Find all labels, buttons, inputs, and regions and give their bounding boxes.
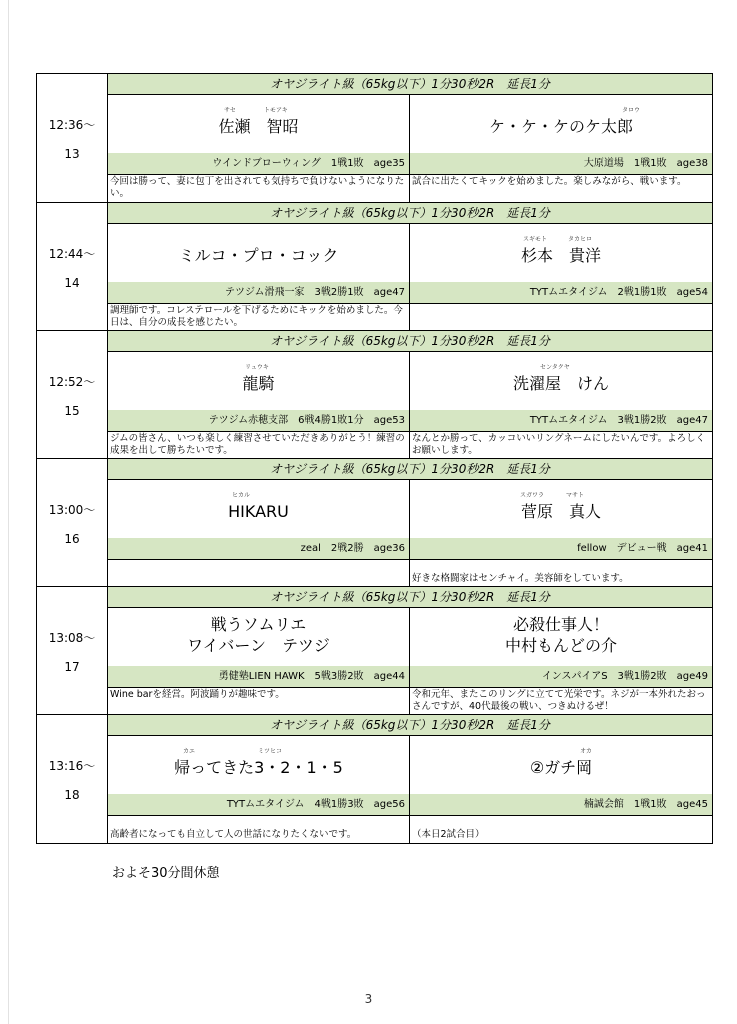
bout-row — [37, 330, 712, 458]
fighter-name-area — [108, 352, 409, 410]
bout-row — [37, 202, 712, 330]
fighter-name-line: 中村もんどの介 — [504, 636, 617, 655]
bout-number: 15 — [64, 404, 80, 418]
fighter-right — [410, 352, 712, 459]
weight-class-label: オヤジライト級（65kg以下）1分30秒2R 延長1分 — [108, 203, 712, 224]
fighter-comment: 好きな格闘家はセンチャイ。美容師をしています。 — [410, 559, 712, 587]
time-cell — [37, 74, 108, 202]
fighter-name: ②ガチ岡 — [529, 758, 593, 777]
name-ruby: オカ — [580, 748, 592, 755]
fighter-comment: 今回は勝って、妻に包丁を出されても気持ちで負けないようになりたい。 — [108, 174, 409, 202]
name-ruby: サセ — [224, 107, 236, 114]
bout-number: 18 — [64, 788, 80, 802]
bout-time: 13:08〜 — [48, 631, 96, 645]
fighter-left — [108, 352, 410, 459]
bout-row — [37, 74, 712, 202]
fighter-name-area — [410, 608, 712, 666]
fighter-name-area — [108, 224, 409, 282]
fighter-name-area — [108, 480, 409, 538]
fighter-name: ケ・ケ・ケのケ太郎 — [488, 117, 633, 136]
fighter-record: zeal 2戦2勝 age36 — [108, 538, 409, 559]
name-ruby: マサト — [566, 492, 585, 499]
fighter-left — [108, 95, 410, 202]
fighter-comment — [410, 303, 712, 331]
fighter-comment: 令和元年、またこのリングに立てて光栄です。ネジが一本外れたおっさんですが、40代最後の戦い、つきぬけるぜ！ — [410, 687, 712, 715]
bout-time: 13:00〜 — [48, 503, 96, 517]
fighter-name-line: 必殺仕事人！ — [512, 615, 609, 634]
fighter-name: ミルコ・プロ・コック — [178, 246, 339, 265]
bout-time: 13:16〜 — [48, 759, 96, 773]
bout-time: 12:52〜 — [48, 375, 96, 389]
fighter-record: テツジム滑飛一家 3戦2勝1敗 age47 — [108, 282, 409, 303]
bout-number: 14 — [64, 276, 80, 290]
fighter-left — [108, 608, 410, 715]
bout-row — [37, 714, 712, 842]
name-ruby: ヒカル — [232, 492, 251, 499]
fighter-record: fellow デビュー戦 age41 — [410, 538, 712, 559]
break-note: およそ30分間休憩 — [112, 866, 220, 881]
fighter-record: ウインドブローウィング 1戦1敗 age35 — [108, 153, 409, 174]
fighter-name: 菅原 真人 — [520, 502, 601, 521]
bout-row — [37, 586, 712, 714]
fighter-record: インスパイアS 3戦1勝2敗 age49 — [410, 666, 712, 687]
time-cell — [37, 459, 108, 587]
fighter-left — [108, 224, 410, 331]
time-cell — [37, 203, 108, 331]
name-ruby: スガワラ — [520, 492, 545, 499]
fighter-record: TYTムエタイジム 2戦1勝1敗 age54 — [410, 282, 712, 303]
fighter-name: 佐瀬 智昭 — [218, 117, 299, 136]
name-ruby: スギモト — [523, 236, 548, 243]
page-edge — [8, 0, 9, 1024]
fighter-right — [410, 224, 712, 331]
name-ruby: センタクヤ — [540, 364, 570, 371]
bout-row — [37, 458, 712, 586]
fighter-comment: なんとか勝って、カッコいいリングネームにしたいんです。よろしくお願いします。 — [410, 431, 712, 459]
fighter-comment: Wine barを経営。阿波踊りが趣味です。 — [108, 687, 409, 715]
fighter-comment: 試合に出たくてキックを始めました。楽しみながら、戦います。 — [410, 174, 712, 202]
fighter-comment — [108, 559, 409, 587]
name-ruby: カエ — [183, 748, 196, 755]
bout-number: 13 — [64, 147, 80, 161]
fighter-name: HIKARU — [228, 502, 289, 521]
weight-class-label: オヤジライト級（65kg以下）1分30秒2R 延長1分 — [108, 74, 712, 95]
name-ruby: ミツヒコ — [258, 748, 283, 755]
fighter-comment: 高齢者になっても自立して人の世話になりたくないです。 — [108, 815, 409, 843]
fighter-record: 楠誠会館 1戦1敗 age45 — [410, 794, 712, 815]
fighter-name: 杉本 貴洋 — [520, 246, 601, 265]
fighter-name: 龍騎 — [242, 374, 275, 393]
fighter-record: TYTムエタイジム 4戦1勝3敗 age56 — [108, 794, 409, 815]
bout-number: 17 — [64, 660, 80, 674]
bout-time: 12:36〜 — [48, 118, 96, 132]
bout-number: 16 — [64, 532, 80, 546]
fighter-right — [410, 736, 712, 843]
name-ruby: リュウキ — [245, 364, 269, 371]
time-cell — [37, 331, 108, 459]
fighter-right — [410, 480, 712, 587]
fighter-name-area — [410, 224, 712, 282]
bout-schedule-table — [36, 73, 713, 844]
bout-time: 12:44〜 — [48, 247, 96, 261]
name-ruby: タロウ — [622, 107, 641, 114]
fighter-comment: （本日2試合目） — [410, 815, 712, 843]
fighter-record: 大原道場 1戦1敗 age38 — [410, 153, 712, 174]
weight-class-label: オヤジライト級（65kg以下）1分30秒2R 延長1分 — [108, 331, 712, 352]
fighter-left — [108, 736, 410, 843]
fighter-name-area — [108, 736, 409, 794]
name-ruby: トモアキ — [264, 107, 288, 114]
time-cell — [37, 715, 108, 843]
fighter-record: 勇健塾LIEN HAWK 5戦3勝2敗 age44 — [108, 666, 409, 687]
fighter-record: TYTムエタイジム 3戦1勝2敗 age47 — [410, 410, 712, 431]
fighter-record: テツジム赤穂支部 6戦4勝1敗1分 age53 — [108, 410, 409, 431]
fighter-comment: 調理師です。コレステロールを下げるためにキックを始めました。今日は、自分の成長を感じたい。 — [108, 303, 409, 331]
weight-class-label: オヤジライト級（65kg以下）1分30秒2R 延長1分 — [108, 715, 712, 736]
fighter-comment: ジムの皆さん、いつも楽しく練習させていただきありがとう！練習の成果を出して勝ちたいです。 — [108, 431, 409, 459]
weight-class-label: オヤジライト級（65kg以下）1分30秒2R 延長1分 — [108, 587, 712, 608]
fighter-right — [410, 608, 712, 715]
fighter-name-area — [410, 95, 712, 153]
fighter-name-area — [410, 480, 712, 538]
page-number: 3 — [364, 992, 373, 1006]
weight-class-label: オヤジライト級（65kg以下）1分30秒2R 延長1分 — [108, 459, 712, 480]
time-cell — [37, 587, 108, 715]
fighter-name-area — [410, 736, 712, 794]
fighter-name-area — [410, 352, 712, 410]
fighter-right — [410, 95, 712, 202]
fighter-left — [108, 480, 410, 587]
name-ruby: タカヒロ — [568, 236, 593, 243]
fighter-name-area — [108, 608, 409, 666]
fighter-name: 洗濯屋 けん — [512, 374, 609, 393]
fighter-name-line: 戦うソムリエ — [210, 615, 307, 634]
fighter-name-area — [108, 95, 409, 153]
fighter-name-line: ワイバーン テツジ — [187, 636, 330, 655]
fighter-name: 帰ってきた3・2・1・5 — [174, 758, 343, 777]
